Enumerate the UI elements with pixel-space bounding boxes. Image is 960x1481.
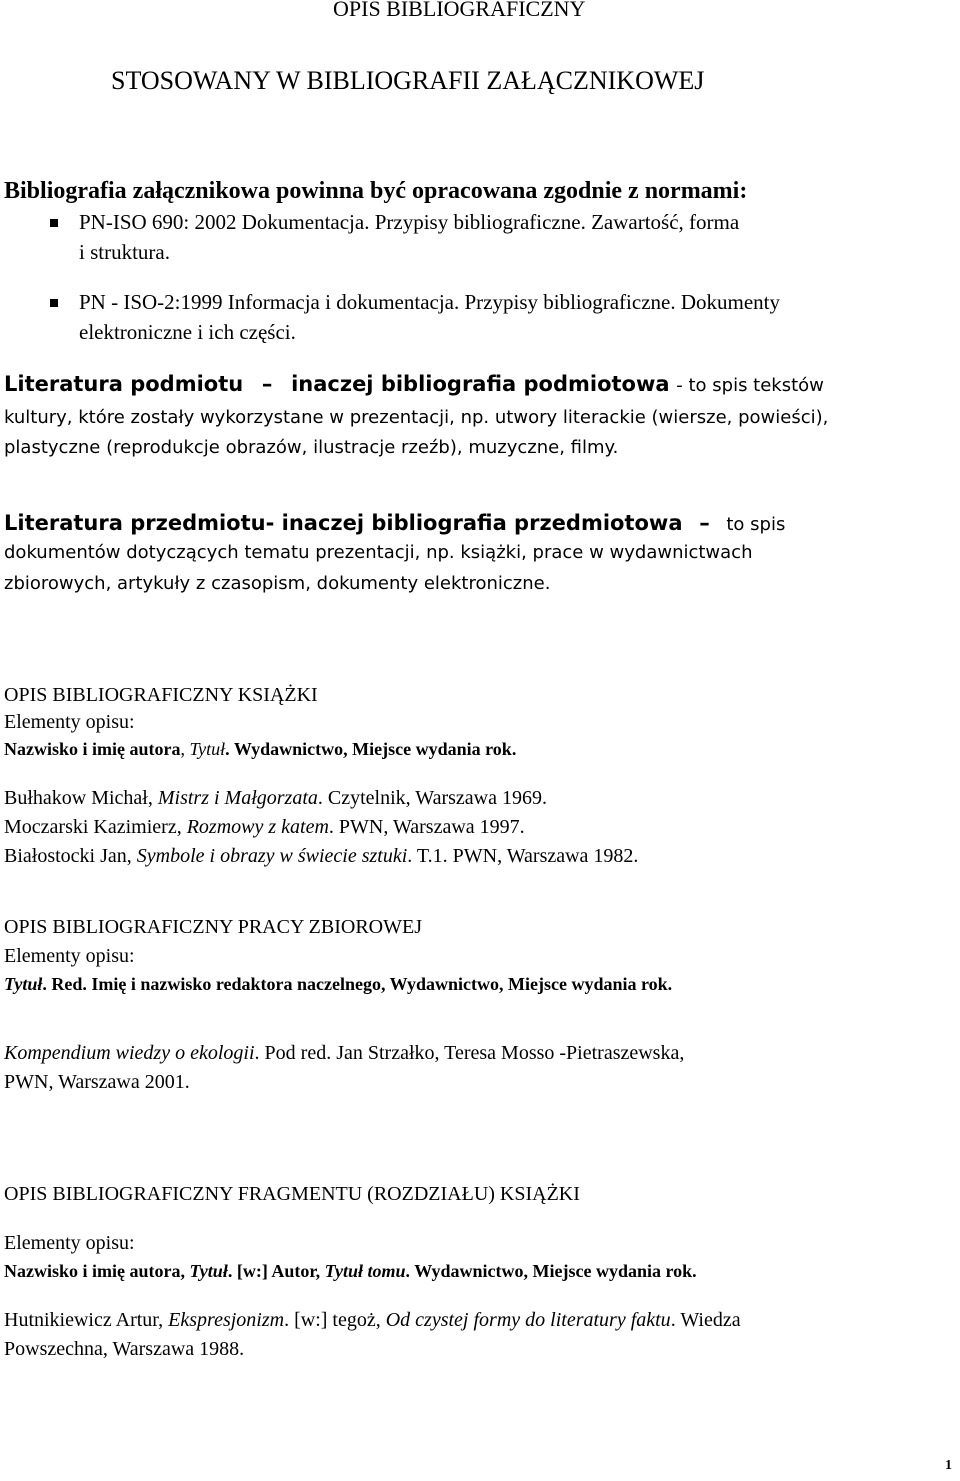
chapter-example-title2: Od czystej formy do literatury faktu <box>385 1309 671 1331</box>
collective-example-title: Kompendium wiedzy o ekologii <box>4 1042 255 1064</box>
book-pattern-sep: , <box>180 739 190 759</box>
norm-item-1-line2: i struktura. <box>79 240 170 264</box>
przedmiot-term: Literatura przedmiotu- inaczej bibliografia przedmiotowa <box>4 511 683 535</box>
book-example-1 <box>4 787 547 810</box>
chapter-example-title: Ekspresjonizm <box>168 1309 285 1331</box>
chapter-pattern-mid: . [w:] Autor, <box>227 1261 325 1281</box>
book-example-rest: . T.1. PWN, Warszawa 1982. <box>407 845 639 867</box>
chapter-example-line2: Powszechna, Warszawa 1988. <box>4 1338 245 1360</box>
collective-pattern <box>4 974 672 995</box>
chapter-pattern-author: Nazwisko i imię autora, <box>4 1261 190 1281</box>
page-title: OPIS BIBLIOGRAFICZNY <box>333 0 586 21</box>
chapter-pattern <box>4 1261 697 1282</box>
book-pattern-rest: . Wydawnictwo, Miejsce wydania rok. <box>225 739 517 759</box>
chapter-pattern-title2: Tytuł tomu <box>324 1261 406 1281</box>
chapter-example-rest: . Wiedza <box>670 1309 741 1331</box>
przedmiot-line3: zbiorowych, artykuły z czasopism, dokumenty elektroniczne. <box>4 573 551 594</box>
przedmiot-dash: – <box>699 511 710 535</box>
norms-heading: Bibliografia załącznikowa powinna być opracowana zgodnie z normami: <box>4 178 748 204</box>
book-example-title: Symbole i obrazy w świecie sztuki <box>136 845 408 867</box>
podmiot-dash: – <box>261 372 273 396</box>
podmiot-term: Literatura podmiotu <box>4 372 244 396</box>
chapter-elements-label: Elementy opisu: <box>4 1232 135 1254</box>
book-pattern-author: Nazwisko i imię autora <box>4 739 181 759</box>
book-pattern-title: Tytuł <box>189 739 226 759</box>
book-example-author: Bułhakow Michał, <box>4 787 158 809</box>
chapter-example-line1 <box>4 1309 741 1332</box>
collective-example-rest: . Pod red. Jan Strzałko, Teresa Mosso -Pietraszewska, <box>254 1042 685 1064</box>
chapter-pattern-title: Tytuł <box>189 1261 228 1281</box>
collective-pattern-rest: . Red. Imię i nazwisko redaktora naczelnego, Wydawnictwo, Miejsce wydania rok. <box>42 974 673 994</box>
norm-item-1-line1: PN-ISO 690: 2002 Dokumentacja. Przypisy bibliograficzne. Zawartość, forma <box>79 210 740 234</box>
book-example-author: Moczarski Kazimierz, <box>4 816 187 838</box>
collective-elements-label: Elementy opisu: <box>4 945 135 967</box>
book-example-rest: . Czytelnik, Warszawa 1969. <box>317 787 547 809</box>
podmiot-line3: plastyczne (reprodukcje obrazów, ilustracje rzeźb), muzyczne, filmy. <box>4 437 619 458</box>
podmiot-alt: inaczej bibliografia podmiotowa <box>291 372 670 396</box>
norm-item-2-line1: PN - ISO-2:1999 Informacja i dokumentacja. Przypisy bibliograficzne. Dokumenty <box>79 290 780 314</box>
przedmiot-line2: dokumentów dotyczących tematu prezentacji, np. książki, prace w wydawnictwach <box>4 542 753 563</box>
collective-heading: OPIS BIBLIOGRAFICZNY PRACY ZBIOROWEJ <box>4 916 422 938</box>
book-example-title: Mistrz i Małgorzata <box>157 787 318 809</box>
chapter-pattern-rest: . Wydawnictwo, Miejsce wydania rok. <box>405 1261 697 1281</box>
collective-example-line1 <box>4 1042 684 1065</box>
przedmiot-line1 <box>4 511 785 535</box>
book-example-3 <box>4 845 638 868</box>
page-subtitle: STOSOWANY W BIBLIOGRAFII ZAŁĄCZNIKOWEJ <box>111 66 705 95</box>
book-example-2 <box>4 816 525 839</box>
podmiot-definition: - to spis tekstów <box>676 375 824 396</box>
bullet-icon <box>50 299 58 307</box>
book-pattern <box>4 739 516 760</box>
podmiot-line2: kultury, które zostały wykorzystane w prezentacji, np. utwory literackie (wiersze, powieści), <box>4 407 829 428</box>
book-elements-label: Elementy opisu: <box>4 711 135 733</box>
book-heading: OPIS BIBLIOGRAFICZNY KSIĄŻKI <box>4 684 318 706</box>
przedmiot-definition: to spis <box>726 514 786 535</box>
chapter-example-author: Hutnikiewicz Artur, <box>4 1309 169 1331</box>
norm-item-2-line2: elektroniczne i ich części. <box>79 320 296 344</box>
collective-example-line2: PWN, Warszawa 2001. <box>4 1071 190 1093</box>
bullet-icon <box>50 219 58 227</box>
podmiot-line1 <box>4 372 824 396</box>
book-example-title: Rozmowy z katem <box>186 816 329 838</box>
page-number: 1 <box>945 1458 952 1473</box>
chapter-example-mid: . [w:] tegoż, <box>284 1309 386 1331</box>
collective-pattern-title: Tytuł <box>4 974 43 994</box>
book-example-author: Białostocki Jan, <box>4 845 137 867</box>
book-example-rest: . PWN, Warszawa 1997. <box>328 816 525 838</box>
chapter-heading: OPIS BIBLIOGRAFICZNY FRAGMENTU (ROZDZIAŁU) KSIĄŻKI <box>4 1183 580 1205</box>
